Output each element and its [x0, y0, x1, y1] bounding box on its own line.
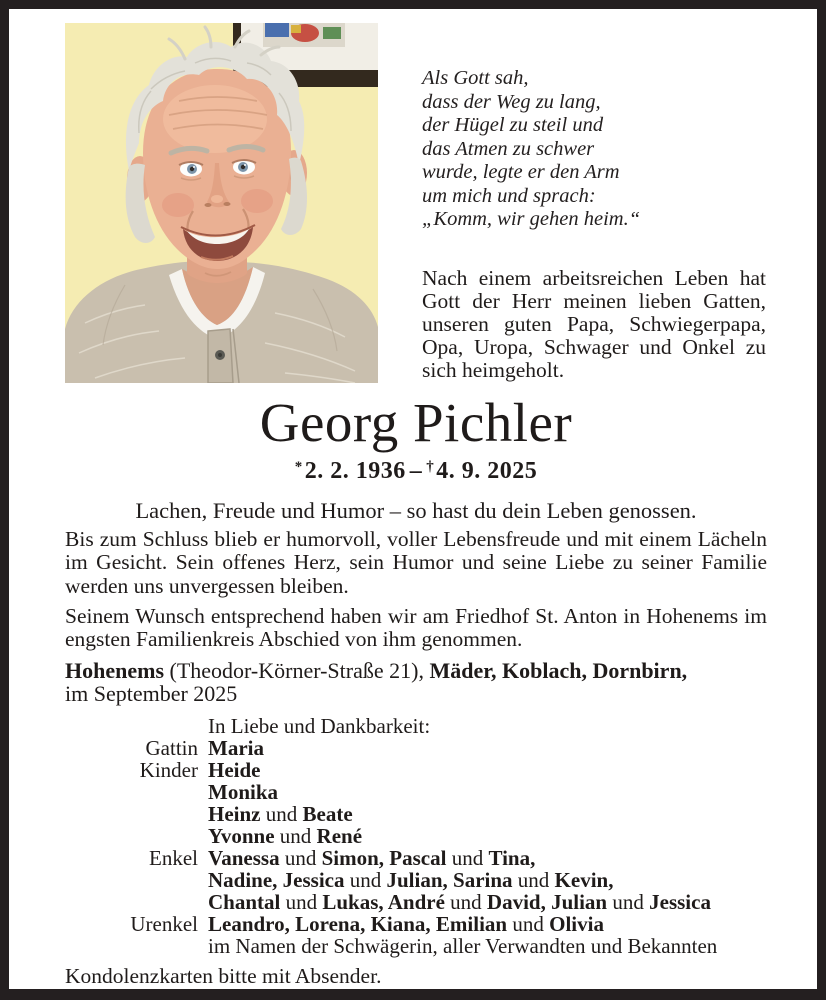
name-bold: Yvonne: [208, 823, 275, 848]
name-bold: Leandro, Lorena, Kiana, Emilian: [208, 911, 508, 936]
life-dates: [65, 458, 767, 485]
name-bold: Simon, Pascal: [321, 845, 447, 870]
family-role-label: Enkel: [149, 845, 198, 870]
tribute-line: Lachen, Freude und Humor – so hast du dein Leben genossen.: [135, 498, 697, 524]
name-bold: David, Julian: [486, 889, 608, 914]
family-list: [65, 715, 767, 957]
family-role-label: Gattin: [145, 735, 198, 760]
name-bold: Vanessa: [208, 845, 280, 870]
name-bold: Beate: [302, 801, 353, 826]
family-names: [208, 759, 767, 781]
name-bold: Nadine, Jessica: [208, 867, 345, 892]
body-paragraph-1: Bis zum Schluss blieb er humorvoll, voller Lebensfreude und mit einem Lächeln im Gesicht. Sein offenes Herz, sein Humor und seine Liebe zu seiner Familie werden uns unvergessen bleiben.: [65, 527, 767, 598]
text-regular: und: [607, 889, 650, 914]
text-regular: und: [512, 867, 555, 892]
family-names: [208, 825, 767, 847]
name-bold: Lukas, André: [322, 889, 445, 914]
portrait-photo: [65, 23, 378, 383]
text-regular: und: [260, 801, 303, 826]
month-line: im September 2025: [65, 680, 238, 706]
name-bold: Tina,: [488, 845, 536, 870]
family-row: [65, 869, 767, 891]
name-bold: Hohenems: [65, 657, 164, 683]
poem-line: um mich und sprach:: [422, 184, 596, 207]
text-regular: und: [279, 845, 322, 870]
family-role-label: Urenkel: [130, 911, 198, 936]
family-row: [65, 913, 767, 935]
body-paragraph-2: Seinem Wunsch entsprechend haben wir am Friedhof St. Anton in Hohenems im engsten Familienkreis Abschied von ihm genommen.: [65, 603, 767, 652]
places-line: [65, 659, 767, 682]
name-bold: Heide: [208, 757, 261, 782]
name-bold: René: [316, 823, 363, 848]
condolence-note: Kondolenzkarten bitte mit Absender.: [65, 963, 382, 988]
text-regular: im Namen der Schwägerin, aller Verwandten und Bekannten: [208, 933, 718, 958]
poem-line: das Atmen zu schwer: [422, 137, 595, 160]
name-bold: Maria: [208, 735, 264, 760]
name-bold: Heinz: [208, 801, 261, 826]
family-names: [208, 847, 767, 869]
family-role-label: Kinder: [139, 757, 198, 782]
family-heading: In Liebe und Dankbarkeit:: [208, 713, 431, 738]
name-bold: Julian, Sarina: [386, 867, 513, 892]
poem-line: Als Gott sah,: [422, 67, 529, 89]
name-bold: Chantal: [208, 889, 281, 914]
text-regular: und: [507, 911, 550, 936]
family-role-label: [65, 869, 198, 891]
name-bold: Monika: [208, 779, 279, 804]
family-row: [65, 935, 767, 957]
family-names: [208, 737, 767, 759]
family-role-label: [65, 715, 198, 737]
family-names: [208, 891, 767, 913]
family-role-label: [65, 825, 198, 847]
text-regular: und: [444, 889, 487, 914]
family-rows: [65, 737, 767, 957]
family-row: [65, 847, 767, 869]
death-cross-symbol: †: [426, 459, 435, 476]
family-row: [65, 737, 767, 759]
family-names: [208, 803, 767, 825]
poem-line: der Hügel zu steil und: [422, 114, 604, 136]
text-regular: und: [274, 823, 317, 848]
name-bold: Olivia: [549, 911, 604, 936]
dates-separator: –: [409, 458, 423, 485]
right-column: [422, 23, 766, 383]
poem-line: wurde, legte er den Arm: [422, 161, 620, 183]
family-names: [208, 781, 767, 803]
family-names: [208, 869, 767, 891]
announcement-text: Nach einem arbeitsreichen Leben hat Gott der Herr meinen lieben Gatten, unseren guten Papa, Schwiegerpapa, Opa, Uropa, Schwager und Onkel zu sich heimgeholt.: [422, 265, 766, 383]
family-role-label: [65, 803, 198, 825]
portrait-illustration: [65, 23, 378, 383]
family-role-label: [65, 781, 198, 803]
family-row: [65, 891, 767, 913]
text-regular: (Theodor-Körner-Straße 21),: [164, 657, 430, 683]
family-row: [65, 781, 767, 803]
birth-star-symbol: *: [294, 459, 303, 476]
text-regular: und: [446, 845, 489, 870]
poem-line: „Komm, wir gehen heim.“: [422, 208, 641, 230]
family-names: [208, 913, 767, 935]
family-role-label: [65, 891, 198, 913]
family-heading-row: [65, 715, 767, 737]
family-role-label: [65, 935, 198, 957]
text-regular: und: [280, 889, 323, 914]
deceased-name: Georg Pichler: [259, 392, 573, 453]
family-names: [208, 935, 767, 957]
birth-date: 2. 2. 1936: [304, 458, 406, 485]
name-bold: Kevin,: [554, 867, 614, 892]
top-section: [65, 23, 767, 383]
name-bold: Mäder, Koblach, Dornbirn,: [429, 657, 688, 683]
text-regular: und: [344, 867, 387, 892]
family-row: [65, 803, 767, 825]
family-row: [65, 825, 767, 847]
death-date: 4. 9. 2025: [436, 458, 538, 485]
memorial-poem: [422, 67, 766, 232]
family-row: [65, 759, 767, 781]
name-bold: Jessica: [649, 889, 711, 914]
poem-line: dass der Weg zu lang,: [422, 90, 601, 113]
